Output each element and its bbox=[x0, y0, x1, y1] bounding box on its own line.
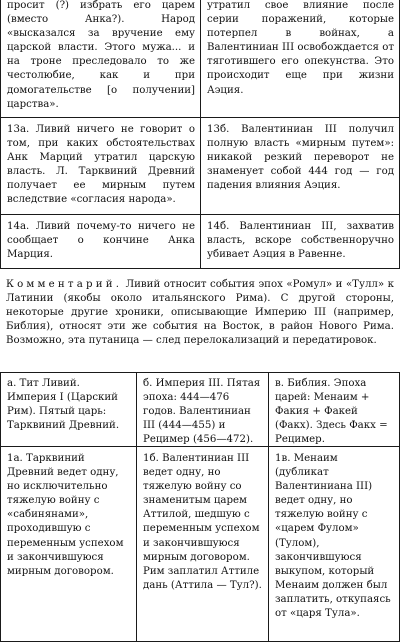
bottom-row-1-col-a: а. Тит Ливий. Империя I (Царский Рим). Пятый царь: Тарквиний Древний. bbox=[7, 378, 120, 432]
top-table-row-divider-1 bbox=[0, 117, 400, 118]
commentary-text: Ливий относит события эпох «Ромул» и «Тулл» к Латинии (якобы около итальянского Рима). С другой стороны, некоторые другие хроники, описывающие Империю III (например, Библия), относят эти же события на Восток, в район Нового Рима. Возможно, эта путаница — след перелокализаций и передатировок. bbox=[6, 279, 394, 347]
commentary-paragraph bbox=[0, 278, 400, 366]
bottom-row-1-col-c: в. Библия. Эпоха царей: Менаим + Факия + Факей (Факх). Здесь Факх = Рецимер. bbox=[275, 378, 388, 446]
top-row-2-left: 13а. Ливий ничего не говорит о том, при каких обстоятельствах Анк Марций утратил царскую власть. Л. Тарквиний Древний получает ее мирным путем вследствие «согласия народа». bbox=[7, 124, 195, 206]
top-table-row-divider-2 bbox=[0, 214, 400, 215]
top-row-1-right: утратил свое влияние после серии поражений, которые потерпел в войнах, а Валентиниан III освобождается от тяготившего его опекунства. Это происходит еще при жизни Аэция. bbox=[207, 0, 394, 96]
bottom-row-2-col-a: 1а. Тарквиний Древний ведет одну, но исключительно тяжелую войну с «сабинянами», проходившую с переменным успехом и закончившуюся мирным договором. bbox=[7, 453, 124, 577]
commentary-label: Комментарий. bbox=[6, 279, 123, 290]
top-row-2-right: 13б. Валентиниан III получил полную власть «мирным путем»: никакой резкий переворот не знаменует собой 444 год — год падения влияния Аэция. bbox=[207, 124, 394, 192]
top-row-3-right: 14б. Валентиниан III, захватив власть, вскоре собственноручно убивает Аэция в Равенне. bbox=[207, 221, 394, 261]
bottom-row-1-col-b: б. Империя III. Пятая эпоха: 444—476 годов. Валентиниан III (444—455) и Рецимер (456—472). bbox=[143, 378, 261, 446]
top-row-3-left: 14а. Ливий почему-то ничего не сообщает о кончине Анка Марция. bbox=[7, 221, 195, 261]
top-row-1-left: просит (?) избрать его царем (вместо Анка?). Народ «высказался за вручение ему царской власти. Этого мужа... и на троне преследовало то же честолюбие, как и при домогательстве [о получении] царства». bbox=[7, 0, 195, 110]
bottom-row-2-col-b: 1б. Валентиниан III ведет одну, но тяжелую войну со знаменитым царем Аттилой, шедшую с переменным успехом и закончившуюся мирным договором. Рим заплатил Аттиле дань (Аттила — Тул?). bbox=[143, 453, 262, 591]
bottom-row-2-col-c: 1в. Менаим (дубликат Валентиниана III) ведет одну, но тяжелую войну с «царем Фулом» (Тулом), закончившуюся выкупом, который Менаим должен был заплатить, откупаясь от «царя Тула». bbox=[275, 453, 391, 620]
